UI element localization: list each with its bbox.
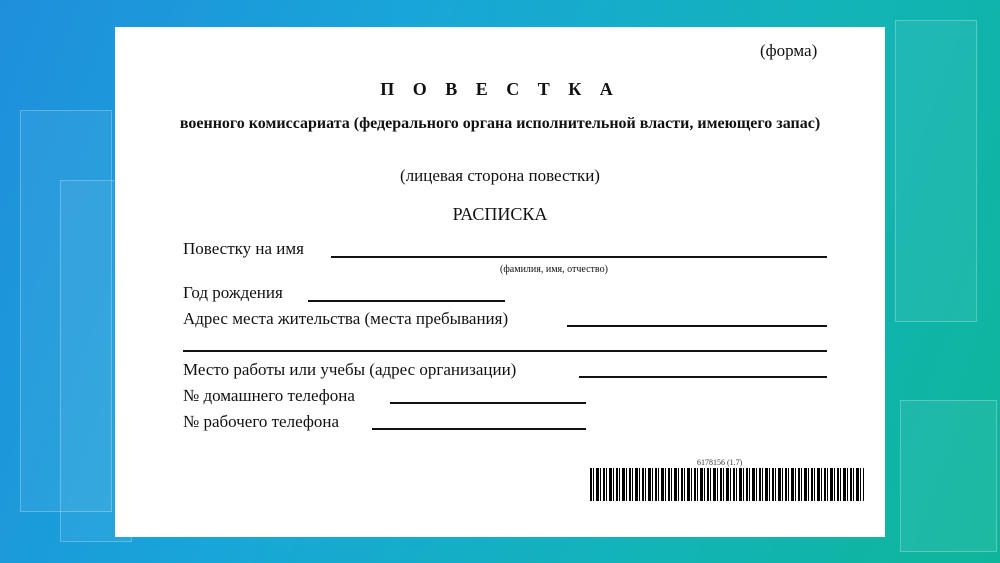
home-phone-label: № домашнего телефона (183, 386, 355, 405)
side-note: (лицевая сторона повестки) (400, 166, 600, 185)
workplace-label: Место работы или учебы (адрес организации) (183, 360, 517, 379)
birth-year-label: Год рождения (183, 283, 283, 302)
background-panel (895, 20, 977, 322)
form-label: (форма) (760, 41, 818, 60)
address-label: Адрес места жительства (места пребывания) (183, 309, 509, 328)
name-hint: (фамилия, имя, отчество) (500, 264, 608, 275)
receipt-title: РАСПИСКА (452, 204, 548, 224)
barcode-number: 6178156 (1.7) (697, 458, 743, 467)
background-panel (900, 400, 997, 552)
address-line (567, 325, 827, 327)
document-subtitle: военного комиссариата (федерального органа исполнительной власти, имеющего запас) (179, 115, 821, 132)
barcode (590, 468, 864, 501)
workplace-line (579, 376, 827, 378)
summons-form (115, 27, 885, 537)
work-phone-label: № рабочего телефона (183, 412, 339, 431)
work-phone-line (372, 428, 586, 430)
document-title: П О В Е С Т К А (380, 79, 620, 99)
name-label: Повестку на имя (183, 239, 304, 258)
birth-year-line (308, 300, 505, 302)
home-phone-line (390, 402, 586, 404)
address-line-2 (183, 350, 827, 352)
name-line (331, 256, 827, 258)
